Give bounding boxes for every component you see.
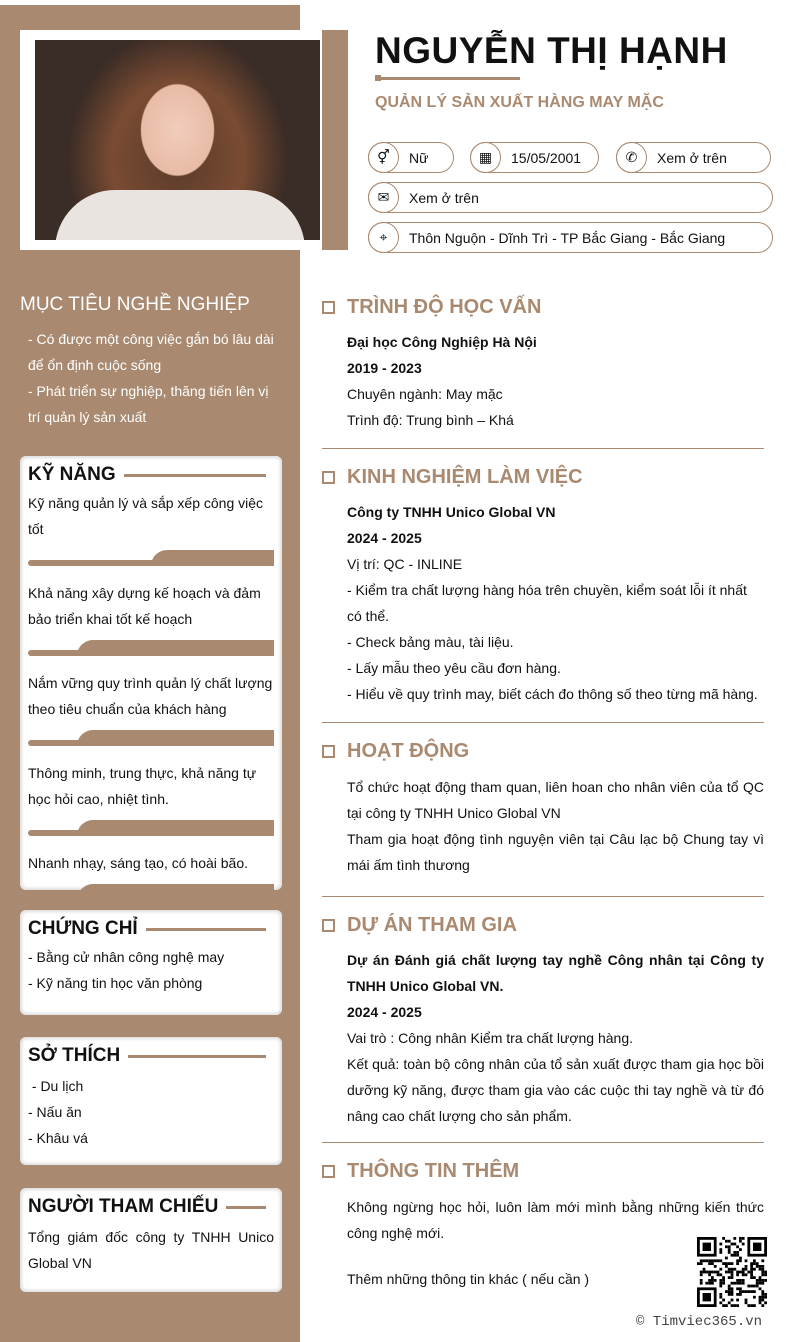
avatar-photo [35, 40, 320, 240]
skill-label: Thông minh, trung thực, khả năng tự học hỏi cao, nhiệt tình. [28, 765, 257, 807]
gender-field [368, 142, 454, 173]
duty-item: - Check bảng màu, tài liệu. [347, 634, 514, 650]
skill-level-bar [28, 640, 274, 656]
square-bullet-icon [322, 471, 335, 484]
extra-line: Thêm những thông tin khác ( nếu cần ) [347, 1271, 590, 1287]
certificate-item: - Kỹ năng tin học văn phòng [28, 975, 203, 991]
divider [322, 1142, 764, 1143]
education-body [347, 329, 764, 433]
phone-value: Xem ở trên [657, 149, 727, 166]
experience-period: 2024 - 2025 [347, 530, 422, 546]
skills-card [20, 456, 282, 890]
experience-heading [322, 466, 583, 489]
education-period: 2019 - 2023 [347, 360, 422, 376]
objective-text [28, 326, 283, 430]
hobbies-card [20, 1037, 282, 1165]
objective-title: MỤC TIÊU NGHỀ NGHIỆP [20, 294, 250, 315]
phone-field [616, 142, 771, 173]
certificates-title: CHỨNG CHỈ [28, 918, 138, 939]
company-name: Công ty TNHH Unico Global VN [347, 504, 556, 520]
skill-label: Khả năng xây dựng kế hoạch và đảm bảo triển khai tốt kế hoạch [28, 585, 261, 627]
references-card [20, 1188, 282, 1292]
skill-level-bar [28, 550, 274, 566]
skill-item [28, 580, 274, 656]
gender-value: Nữ [409, 149, 429, 166]
certificates-card [20, 910, 282, 1015]
email-icon: ✉ [368, 182, 399, 213]
square-bullet-icon [322, 919, 335, 932]
duty-item: - Lấy mẫu theo yêu cầu đơn hàng. [347, 660, 561, 676]
extra-line: Không ngừng học hỏi, luôn làm mới mình bằng những kiến thức công nghệ mới. [347, 1199, 764, 1241]
hobby-item: - Du lịch [28, 1078, 84, 1094]
objective-line: - Có được một công việc gắn bó lâu dài để ổn định cuộc sống [28, 331, 274, 373]
address-field [368, 222, 773, 253]
duty-item: - Kiểm tra chất lượng hàng hóa trên chuyền, kiểm soát lỗi ít nhất có thể. [347, 582, 747, 624]
experience-title: KINH NGHIỆM LÀM VIỆC [347, 466, 583, 488]
references-title: NGƯỜI THAM CHIẾU [28, 1196, 219, 1217]
education-grade: Trình độ: Trung bình – Khá [347, 412, 514, 428]
birthday-field [470, 142, 599, 173]
hobbies-title: SỞ THÍCH [28, 1045, 121, 1066]
skill-level-fill [77, 730, 274, 746]
projects-body [347, 947, 764, 1129]
extra-heading [322, 1160, 519, 1183]
project-name: Dự án Đánh giá chất lượng tay nghề Công nhân tại Công ty TNHH Unico Global VN. [347, 952, 764, 994]
name-underline [375, 77, 520, 80]
hobby-item: - Khâu vá [28, 1130, 88, 1146]
decor-bar [322, 30, 348, 250]
projects-title: DỰ ÁN THAM GIA [347, 914, 517, 936]
qr-code-icon [697, 1237, 767, 1307]
square-bullet-icon [322, 301, 335, 314]
education-major: Chuyên ngành: May mặc [347, 386, 503, 402]
skill-level-fill [77, 640, 274, 656]
skill-item [28, 490, 274, 566]
project-role: Vai trò : Công nhân Kiểm tra chất lượng hàng. [347, 1030, 634, 1046]
skill-item [28, 850, 274, 900]
hobby-item: - Nấu ăn [28, 1104, 82, 1120]
duty-item: - Hiểu về quy trình may, biết cách đo thông số theo từng mã hàng. [347, 686, 758, 702]
square-bullet-icon [322, 1165, 335, 1178]
divider [322, 896, 764, 897]
skill-label: Nhanh nhạy, sáng tạo, có hoài bão. [28, 855, 249, 871]
skill-level-fill [77, 820, 274, 836]
reference-text: Tổng giám đốc công ty TNHH Unico Global VN [28, 1229, 274, 1271]
skill-item [28, 670, 274, 746]
activity-item: Tham gia hoạt động tình nguyện viên tại Câu lạc bộ Chung tay vì mái ấm tình thương [347, 831, 764, 873]
location-icon: ⌖ [368, 222, 399, 253]
project-result: Kết quả: toàn bộ công nhân của tổ sản xuất được tham gia học bồi dưỡng kỹ năng, được tham gia vào các cuộc thi tay nghề và từ đó nâng cao chất lượng cho sản phẩm. [347, 1056, 764, 1124]
activities-heading [322, 740, 469, 763]
skill-level-bar [28, 884, 274, 900]
email-value: Xem ở trên [409, 189, 479, 206]
phone-icon: ✆ [616, 142, 647, 173]
skill-item [28, 760, 274, 836]
education-title: TRÌNH ĐỘ HỌC VẤN [347, 296, 542, 318]
skills-title: KỸ NĂNG [28, 464, 116, 485]
activity-item: Tổ chức hoạt động tham quan, liên hoan cho nhân viên của tổ QC tại công ty TNHH Unico Global VN [347, 779, 764, 821]
activities-body [347, 774, 764, 878]
projects-heading [322, 914, 517, 937]
experience-position: Vị trí: QC - INLINE [347, 556, 463, 572]
job-title: QUẢN LÝ SẢN XUẤT HÀNG MAY MẶC [375, 94, 664, 111]
skill-label: Kỹ năng quản lý và sắp xếp công việc tốt [28, 495, 264, 537]
copyright: © Timviec365.vn [636, 1314, 763, 1330]
name-underline-dot [375, 75, 381, 81]
email-field [368, 182, 773, 213]
divider [322, 448, 764, 449]
experience-body [347, 499, 764, 707]
candidate-name: NGUYỄN THỊ HẠNH [375, 30, 728, 71]
gender-icon: ⚥ [368, 142, 399, 173]
skill-level-fill [77, 884, 274, 900]
skill-level-bar [28, 730, 274, 746]
square-bullet-icon [322, 745, 335, 758]
extra-title: THÔNG TIN THÊM [347, 1160, 520, 1182]
address-value: Thôn Nguộn - Dĩnh Trì - TP Bắc Giang - Bắc Giang [409, 229, 726, 246]
calendar-icon: ▦ [470, 142, 501, 173]
certificate-item: - Bằng cử nhân công nghệ may [28, 949, 225, 965]
activities-title: HOẠT ĐỘNG [347, 740, 470, 762]
skill-label: Nắm vững quy trình quản lý chất lượng theo tiêu chuẩn của khách hàng [28, 675, 273, 717]
skill-level-fill [151, 550, 274, 566]
project-period: 2024 - 2025 [347, 1004, 422, 1020]
objective-line: - Phát triển sự nghiệp, thăng tiến lên vị trí quản lý sản xuất [28, 383, 269, 425]
divider [322, 722, 764, 723]
birthday-value: 15/05/2001 [511, 149, 582, 166]
school-name: Đại học Công Nghiệp Hà Nội [347, 334, 537, 350]
education-heading [322, 296, 541, 319]
skill-level-bar [28, 820, 274, 836]
